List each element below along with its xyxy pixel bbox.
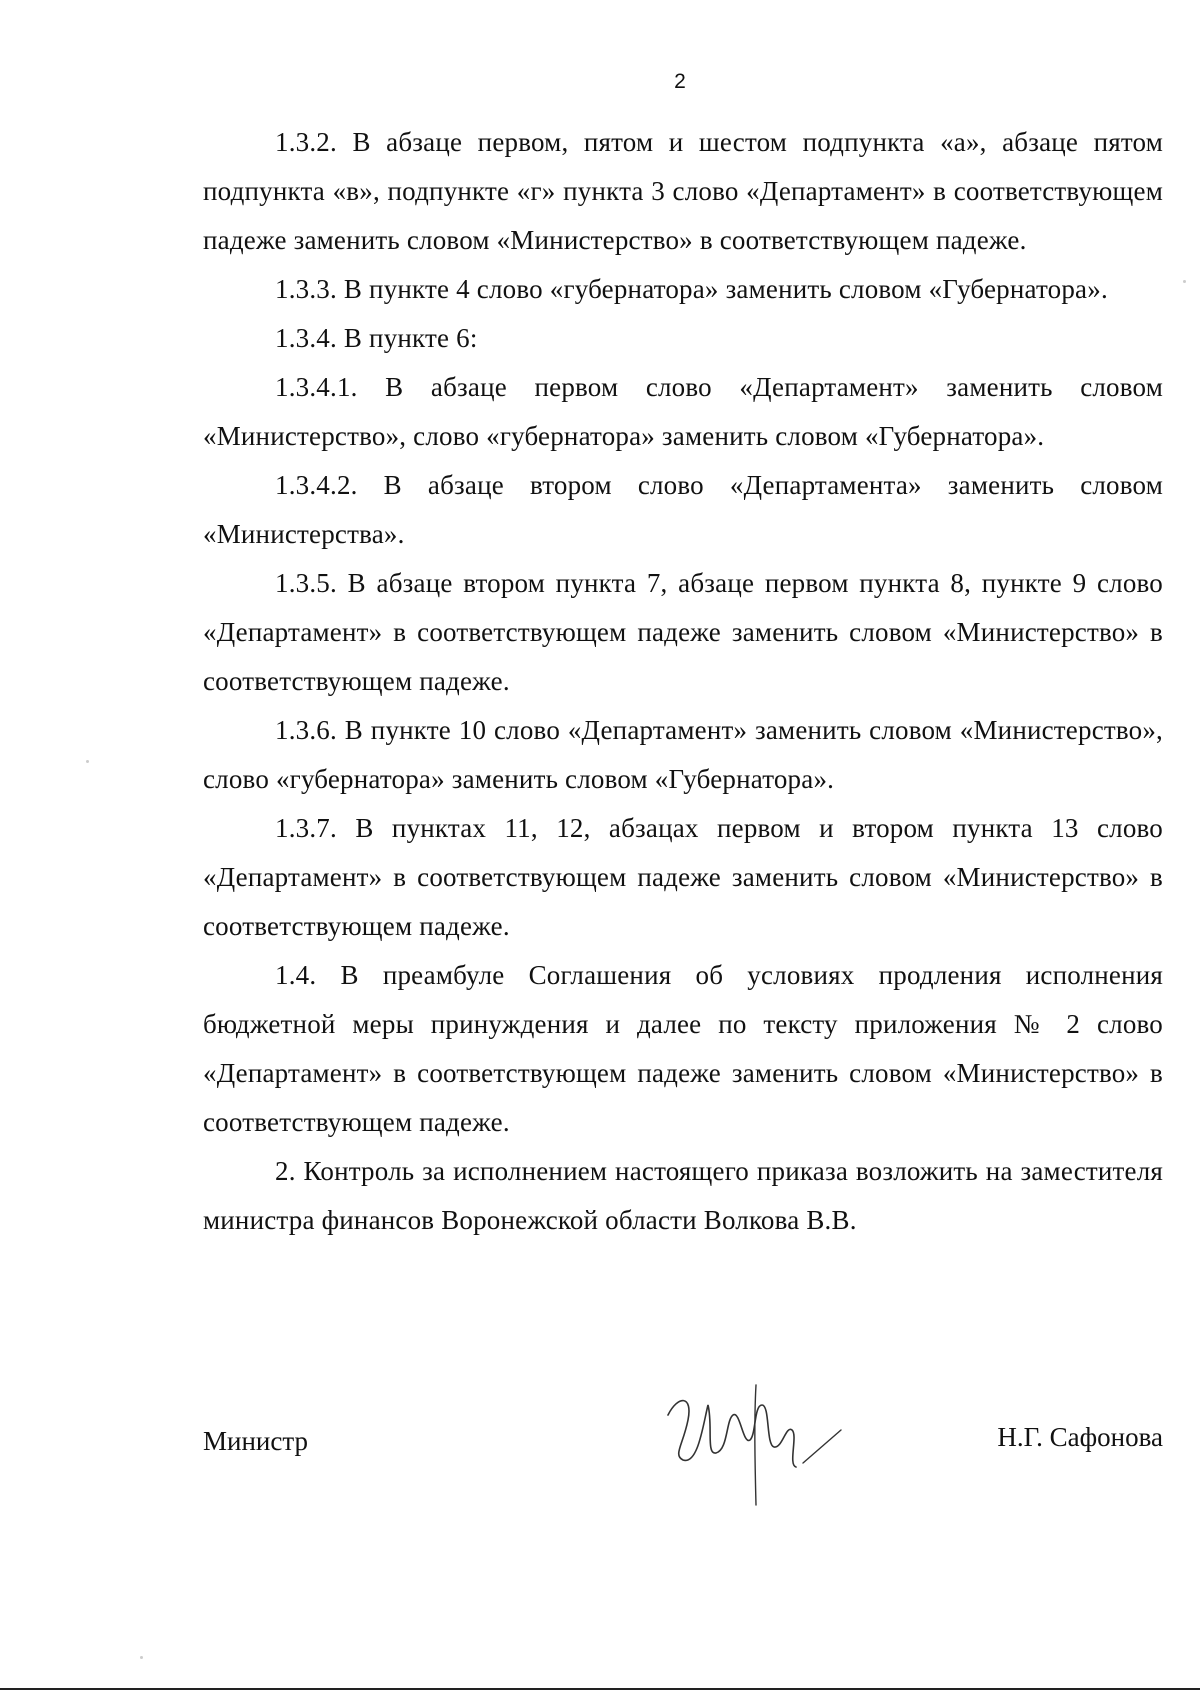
- handwritten-signature: [658, 1375, 848, 1515]
- paragraph-1-3-5: 1.3.5. В абзаце втором пункта 7, абзаце первом пункта 8, пункте 9 слово «Департамент» в соответствующем падеже заменить словом «Министерство» в соответствующем падеже.: [203, 568, 1163, 696]
- signatory-name: Н.Г. Сафонова: [997, 1422, 1163, 1452]
- paragraph-1-3-3: 1.3.3. В пункте 4 слово «губернатора» заменить словом «Губернатора».: [275, 274, 1108, 304]
- page-number: 2: [674, 70, 686, 93]
- paragraph-2: 2. Контроль за исполнением настоящего приказа возложить на заместителя министра финансов Воронежской области Волкова В.В.: [203, 1156, 1163, 1235]
- signatory-title: Министр: [203, 1426, 308, 1456]
- paragraph-1-3-4-2: 1.3.4.2. В абзаце втором слово «Департамента» заменить словом «Министерства».: [203, 470, 1163, 549]
- paragraph-1-3-2: 1.3.2. В абзаце первом, пятом и шестом подпункта «а», абзаце пятом подпункта «в», подпункте «г» пункта 3 слово «Департамент» в соответствующем падеже заменить словом «Министерство» в соответствующем падеже.: [203, 127, 1163, 255]
- paragraph-1-3-7: 1.3.7. В пунктах 11, 12, абзацах первом и втором пункта 13 слово «Департамент» в соответствующем падеже заменить словом «Министерство» в соответствующем падеже.: [203, 813, 1163, 941]
- paragraph-1-3-6: 1.3.6. В пункте 10 слово «Департамент» заменить словом «Министерство», слово «губернатора» заменить словом «Губернатора».: [203, 715, 1163, 794]
- document-body: [203, 118, 1163, 1245]
- paragraph-1-3-4: 1.3.4. В пункте 6:: [275, 323, 478, 353]
- signature-block: [203, 1410, 1163, 1530]
- scan-dot: [1183, 280, 1186, 283]
- scan-dot: [140, 1656, 143, 1659]
- paragraph-1-4: 1.4. В преамбуле Соглашения об условиях продления исполнения бюджетной меры принуждения и далее по тексту приложения № 2 слово «Департамент» в соответствующем падеже заменить словом «Министерство» в соответствующем падеже.: [203, 960, 1163, 1137]
- page-bottom-edge: [0, 1688, 1200, 1690]
- paragraph-1-3-4-1: 1.3.4.1. В абзаце первом слово «Департамент» заменить словом «Министерство», слово «губернатора» заменить словом «Губернатора».: [203, 372, 1163, 451]
- scan-dot: [86, 760, 89, 763]
